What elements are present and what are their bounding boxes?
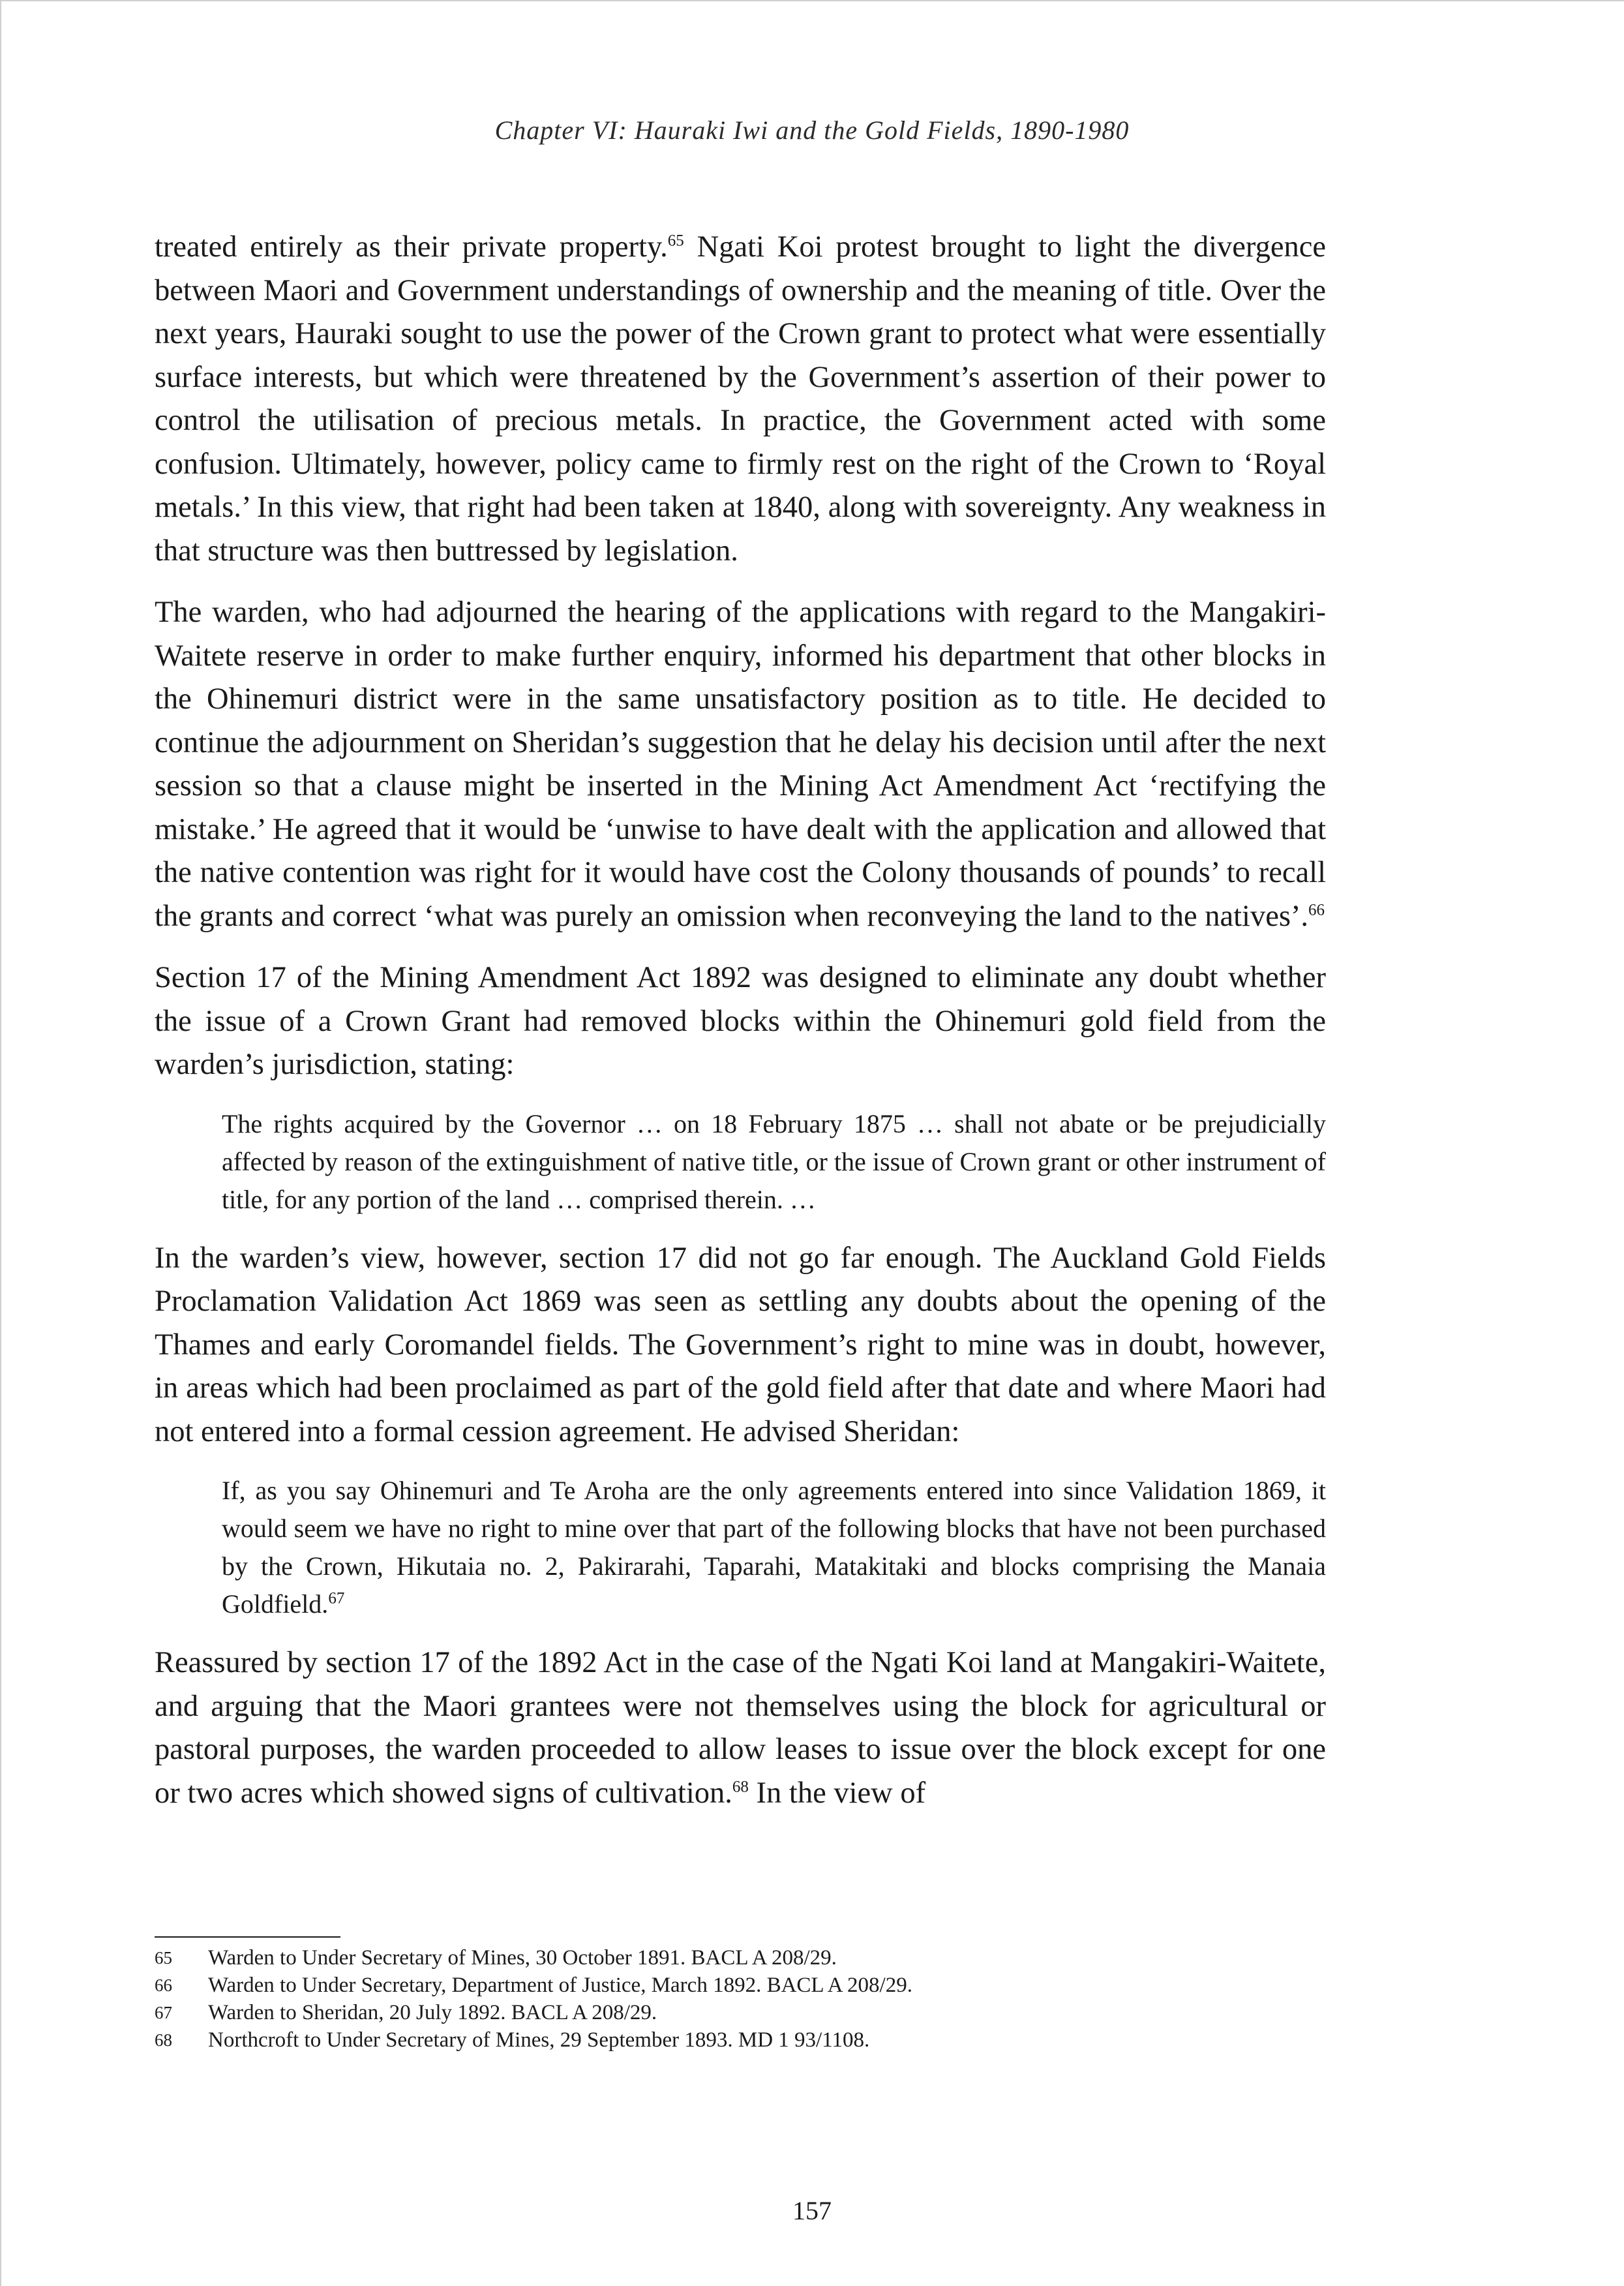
footnote-divider (155, 1936, 340, 1938)
footnotes (155, 1944, 1326, 2054)
footnote-text: Warden to Under Secretary of Mines, 30 October 1891. BACL A 208/29. (208, 1946, 837, 1970)
paragraph-2-text: The warden, who had adjourned the hearing of the applications with regard to the Mangakiri-Waitete reserve in order to make further enquiry, informed his department that other blocks in the Ohinemuri district were in the same unsatisfactory position as to title. He decided to continue the adjournment on Sheridan’s suggestion that he delay his decision until after the next session so that a clause might be inserted in the Mining Act Amendment Act ‘rectifying the mistake.’ He agreed that it would be ‘unwise to have dealt with the application and allowed that the native contention was right for it would have cost the Colony thousands of pounds’ to recall the grants and correct ‘what was purely an omission when reconveying the land to the natives’. (155, 596, 1326, 933)
footnote-ref-68: 68 (732, 1778, 749, 1795)
paragraph-4 (155, 1237, 1326, 1454)
footnote-number: 65 (155, 1948, 172, 1968)
footnote (155, 1999, 1326, 2026)
running-head: Chapter VI: Hauraki Iwi and the Gold Fields, 1890-1980 (494, 115, 1130, 145)
paragraph-3-text: Section 17 of the Mining Amendment Act 1892 was designed to eliminate any doubt whether the issue of a Crown Grant had removed blocks within the Ohinemuri gold field from the warden’s jurisdiction, stating: (155, 961, 1326, 1081)
block-quote-1-text: The rights acquired by the Governor … on 18 February 1875 … shall not abate or be prejudicially affected by reason of the extinguishment of native title, or the issue of Crown grant or other instrument of title, for any portion of the land … comprised therein. … (222, 1108, 1326, 1214)
footnote-text: Warden to Under Secretary, Department of Justice, March 1892. BACL A 208/29. (208, 1974, 912, 1997)
footnote-number: 67 (155, 2003, 172, 2022)
footnote (155, 2026, 1326, 2054)
body-text (155, 226, 1326, 1833)
paragraph-5-text-cont: In the view of (748, 1776, 926, 1810)
paragraph-2 (155, 591, 1326, 938)
paragraph-4-text: In the warden’s view, however, section 17 did not go far enough. The Auckland Gold Fields Proclamation Validation Act 1869 was seen as settling any doubts about the opening of the Thames and early Coromandel fields. The Government’s right to mine was in doubt, however, in areas which had been proclaimed as part of the gold field after that date and where Maori had not entered into a formal cession agreement. He advised Sheridan: (155, 1241, 1326, 1448)
footnote-ref-67: 67 (328, 1589, 345, 1608)
paragraph-1-text: treated entirely as their private property. (155, 230, 668, 264)
footnote-number: 66 (155, 1975, 172, 1995)
paragraph-5-text: Reassured by section 17 of the 1892 Act in the case of the Ngati Koi land at Mangakiri-Waitete, and arguing that the Maori grantees were not themselves using the block for agricultural or pastoral purposes, the warden proceeded to allow leases to issue over the block except for one or two acres which showed signs of cultivation. (155, 1646, 1326, 1810)
page-number: 157 (792, 2196, 832, 2225)
block-quote-2-text: If, as you say Ohinemuri and Te Aroha are the only agreements entered into since Validation 1869, it would seem we have no right to mine over that part of the following blocks that have not been purchased by the Crown, Hikutaia no. 2, Pakirarahi, Taparahi, Matakitaki and blocks comprising the Manaia Goldfield. (222, 1476, 1326, 1619)
footnote-text: Northcroft to Under Secretary of Mines, 29 September 1893. MD 1 93/1108. (208, 2028, 870, 2052)
paragraph-5 (155, 1641, 1326, 1815)
footnote (155, 1944, 1326, 1972)
paragraph-1 (155, 226, 1326, 573)
paragraph-3 (155, 956, 1326, 1087)
footnote (155, 1972, 1326, 1999)
block-quote-2 (155, 1472, 1326, 1623)
footnote-number: 68 (155, 2030, 172, 2050)
footnote-ref-66: 66 (1308, 901, 1325, 919)
footnote-text: Warden to Sheridan, 20 July 1892. BACL A 208/29. (208, 2001, 657, 2024)
paragraph-1-text-cont: Ngati Koi protest brought to light the divergence between Maori and Government understandings of ownership and the meaning of title. Over the next years, Hauraki sought to use the power of the Crown grant to protect what were essentially surface interests, but which were threatened by the Government’s assertion of their power to control the utilisation of precious metals. In practice, the Government acted with some confusion. Ultimately, however, policy came to firmly rest on the right of the Crown to ‘Royal metals.’ In this view, that right had been taken at 1840, along with sovereignty. Any weakness in that structure was then buttressed by legislation. (155, 230, 1326, 568)
footnote-ref-65: 65 (667, 232, 684, 250)
block-quote-1 (155, 1105, 1326, 1219)
